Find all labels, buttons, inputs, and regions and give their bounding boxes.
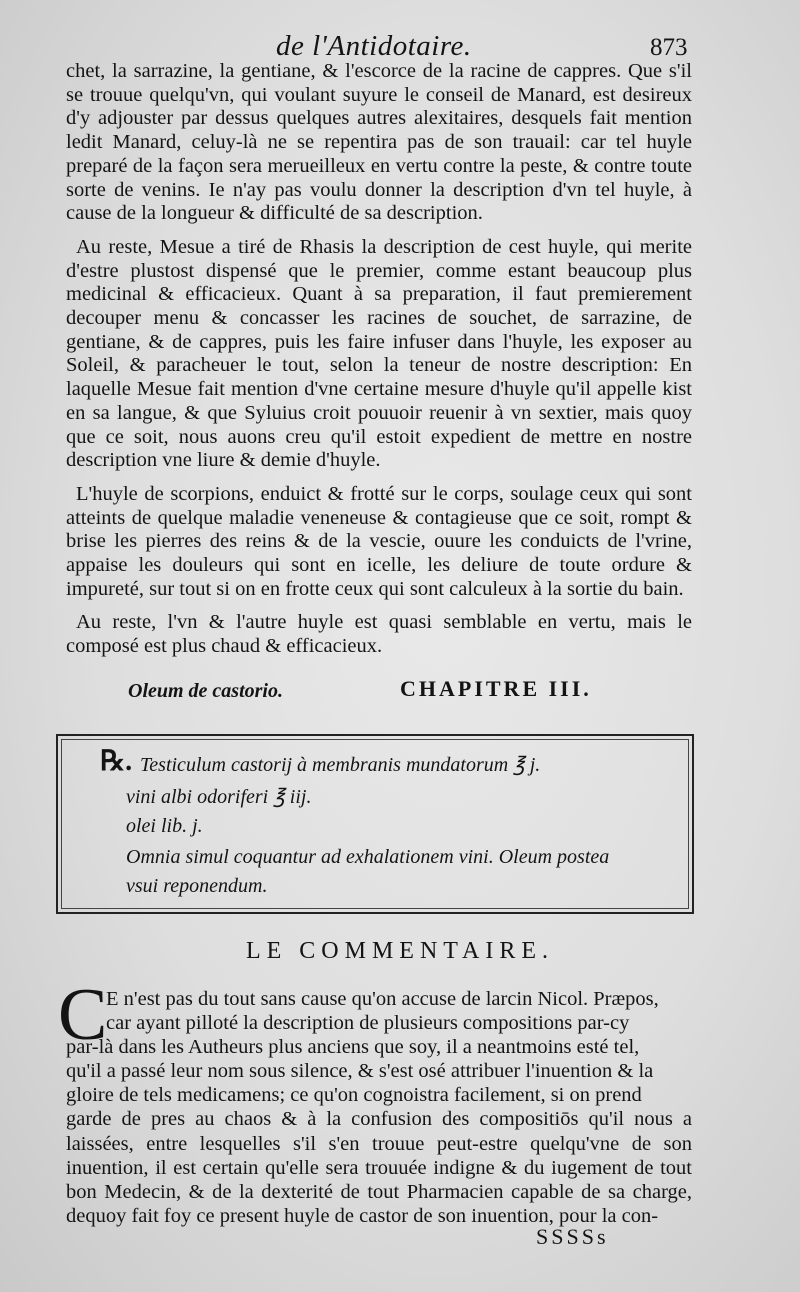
commentary-line: E n'est pas du tout sans cause qu'on accuse de larcin Nicol. Præpos, (106, 988, 659, 1010)
commentary-line: garde de pres au chaos & à la confusion des compositiōs qu'il nous a laissées, entre lesquelles s'il s'en trouue peut-estre quelqu'vne de son inuention, il est certain qu'elle sera trouuée indigne & du iugement de tout bon Medecin, & de la dexterité de tout Pharmacien capable de sa charge, dequoy fait foy ce present huyle de castor de son inuention, pour la con- (66, 1108, 692, 1227)
commentary-heading: LE COMMENTAIRE. (245, 938, 555, 964)
commentary-line: qu'il a passé leur nom sous silence, & s'est osé attribuer l'inuention & la (66, 1060, 654, 1083)
recipe-line: olei lib. j. (126, 815, 203, 837)
rx-symbol: ℞. (100, 746, 133, 777)
commentary-text (66, 987, 692, 1228)
drop-cap: C (58, 974, 108, 1056)
main-text (66, 60, 692, 669)
paragraph: Au reste, l'vn & l'autre huyle est quasi semblable en vertu, mais le composé est plus chaud & efficacieux. (66, 611, 692, 658)
chapter-label: CHAPITRE III. (400, 676, 592, 701)
recipe-line: vini albi odoriferi ℥ iij. (126, 786, 312, 808)
page-number: 873 (650, 34, 688, 61)
paragraph: chet, la sarrazine, la gentiane, & l'escorce de la racine de cappres. Que s'il se trouue quelqu'vn, qui voulant suyure le conseil de Manard, est desireux d'y adjouster par dessus quelques autres alexitaires, desquels fait mention ledit Manard, celuy-là ne se repentira pas de son trauail: car tel huyle preparé de la façon sera merueilleux en vertu contre la peste, & contre toute sorte de venins. Ie n'ay pas voulu donner la description d'vn tel huyle, à cause de la longueur & difficulté de sa description. (66, 60, 692, 225)
latin-title: Oleum de castorio. (128, 680, 283, 702)
running-title: de l'Antidotaire. (276, 30, 472, 62)
recipe-box (56, 734, 694, 914)
recipe-line: vsui reponendum. (126, 875, 268, 897)
commentary-line: car ayant pilloté la description de plusieurs compositions par-cy (106, 1012, 630, 1035)
paragraph: Au reste, Mesue a tiré de Rhasis la description de cest huyle, qui merite d'estre plustost dispensé que le premier, comme estant beaucoup plus medicinal & efficacieux. Quant à sa preparation, il faut premierement decouper menu & concasser les racines de souchet, de sarrazine, de gentiane, & de cappres, puis les faire infuser dans l'huyle, les exposer au Soleil, & paracheuer le tout, selon la teneur de nostre description: En laquelle Mesue fait mention d'vne certaine mesure d'huyle qu'il appelle kist en sa langue, & que Syluius croit pouuoir reuenir à vn sextier, mais quoy que ce soit, nous auons creu qu'il estoit expedient de mettre en nostre description vne liure & demie d'huyle. (66, 235, 692, 472)
commentary-line: gloire de tels medicamens; ce qu'on cognoistra facilement, si on prend (66, 1084, 642, 1107)
commentary-line: par-là dans les Autheurs plus anciens que soy, il a neantmoins esté tel, (66, 1036, 640, 1059)
paragraph: L'huyle de scorpions, enduict & frotté sur le corps, soulage ceux qui sont atteints de quelque maladie veneneuse & contagieuse que ce soit, rompt & brise les pierres des reins & de la vescie, ouure les conduicts de l'vrine, appaise les douleurs qui sont en icelle, les deliure de toute ordure & impureté, sur tout si on en frotte ceux qui sont calculeux à la sortie du bain. (66, 482, 692, 600)
recipe-line: Omnia simul coquantur ad exhalationem vini. Oleum postea (126, 846, 610, 868)
section-heading (124, 676, 644, 706)
recipe-line: Testiculum castorij à membranis mundatorum ℥ j. (140, 754, 541, 776)
catchword: SSSSs (536, 1224, 609, 1249)
